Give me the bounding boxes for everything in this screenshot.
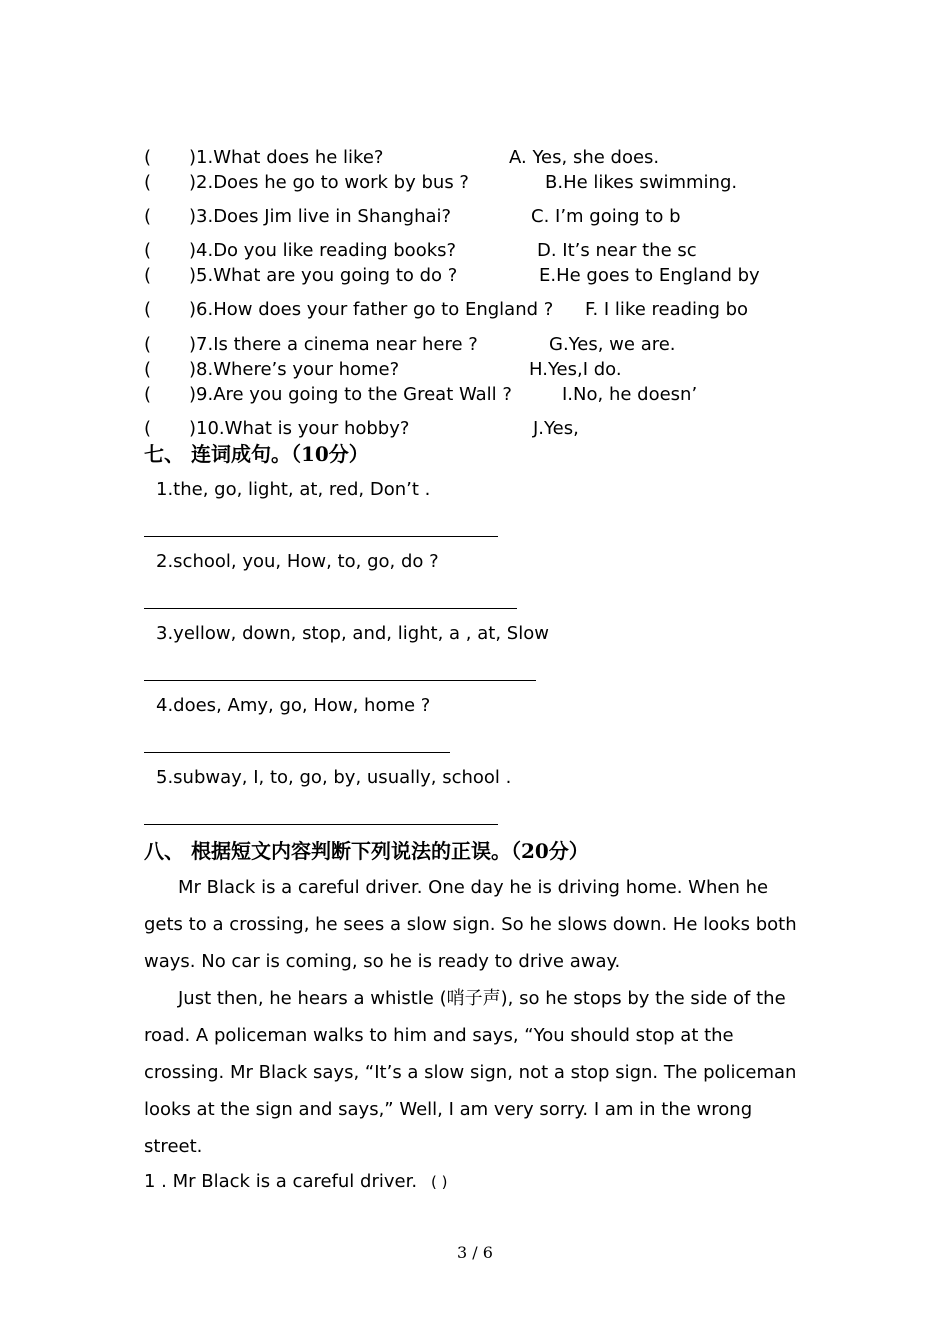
matching-option: A. Yes, she does. [509, 147, 660, 168]
matching-option: G.Yes, we are. [549, 334, 676, 355]
matching-question: )2.Does he go to work by bus ? [189, 172, 469, 193]
matching-option: C. I’m going to b [531, 206, 681, 227]
answer-paren-open[interactable]: ( [144, 299, 152, 320]
reorder-item: 4.does, Amy, go, How, home ? [156, 695, 431, 716]
answer-line[interactable] [144, 536, 498, 537]
matching-question: )1.What does he like? [189, 147, 384, 168]
reorder-item: 2.school, you, How, to, go, do ? [156, 551, 439, 572]
answer-line[interactable] [144, 824, 498, 825]
matching-question: )6.How does your father go to England ? [189, 299, 554, 320]
answer-paren-open[interactable]: ( [144, 418, 152, 439]
answer-line[interactable] [144, 680, 536, 681]
matching-question: )8.Where’s your home? [189, 359, 400, 380]
judge-answer-bracket[interactable]: ( ) [431, 1173, 448, 1191]
section8-title: 八、 根据短文内容判断下列说法的正误。（20分） [144, 839, 589, 863]
answer-paren-open[interactable]: ( [144, 206, 152, 227]
matching-option: I.No, he doesn’ [562, 384, 698, 405]
reorder-item: 3.yellow, down, stop, and, light, a , at, Slow [156, 623, 549, 644]
matching-question: )7.Is there a cinema near here ? [189, 334, 478, 355]
matching-option: E.He goes to England by [539, 265, 760, 286]
page-number: 3 / 6 [457, 1243, 493, 1262]
answer-paren-open[interactable]: ( [144, 384, 152, 405]
answer-paren-open[interactable]: ( [144, 265, 152, 286]
matching-option: B.He likes swimming. [545, 172, 738, 193]
matching-question: )4.Do you like reading books? [189, 240, 457, 261]
answer-paren-open[interactable]: ( [144, 240, 152, 261]
passage-paragraph-2: Just then, he hears a whistle (哨子声), so he stops by the side of the road. A policeman walks to him and says, “You should stop at the crossing. Mr Black says, “It’s a slow sign, not a stop sign. The policeman looks at the sign and says,” Well, I am very sorry. I am in the wrong street. [144, 988, 797, 1157]
answer-paren-open[interactable]: ( [144, 172, 152, 193]
matching-question: )10.What is your hobby? [189, 418, 410, 439]
matching-option: D. It’s near the sc [537, 240, 697, 261]
judge-statement: 1 . Mr Black is a careful driver. [144, 1171, 418, 1192]
answer-line[interactable] [144, 752, 450, 753]
answer-paren-open[interactable]: ( [144, 359, 152, 380]
matching-option: H.Yes,I do. [529, 359, 622, 380]
judge-item [144, 1171, 448, 1193]
matching-option: F. I like reading bo [585, 299, 749, 320]
matching-question: )9.Are you going to the Great Wall ? [189, 384, 512, 405]
reading-passage [144, 869, 804, 1165]
matching-option: J.Yes, [533, 418, 579, 439]
passage-paragraph-1: Mr Black is a careful driver. One day he is driving home. When he gets to a crossing, he sees a slow sign. So he slows down. He looks both ways. No car is coming, so he is ready to drive away. [144, 877, 797, 972]
matching-question: )3.Does Jim live in Shanghai? [189, 206, 452, 227]
matching-question: )5.What are you going to do ? [189, 265, 458, 286]
reorder-item: 1.the, go, light, at, red, Don’t . [156, 479, 431, 500]
reorder-item: 5.subway, I, to, go, by, usually, school . [156, 767, 512, 788]
answer-paren-open[interactable]: ( [144, 334, 152, 355]
answer-paren-open[interactable]: ( [144, 147, 152, 168]
answer-line[interactable] [144, 608, 517, 609]
section7-title: 七、 连词成句。（10分） [144, 442, 369, 466]
